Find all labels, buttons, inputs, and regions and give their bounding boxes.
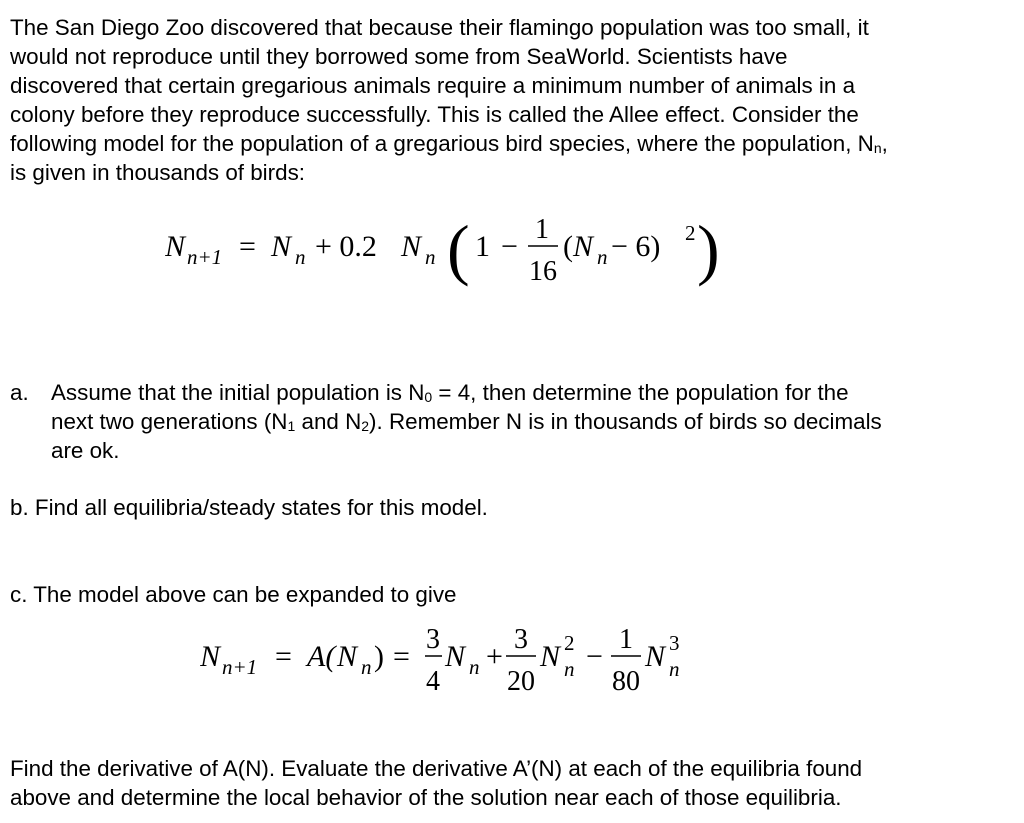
- f1-minus: −: [501, 230, 518, 263]
- f2-lhs-sub: n+1: [222, 655, 258, 679]
- model-formula: [165, 200, 825, 300]
- part-a-line-1: [51, 380, 849, 405]
- part-a-line-2-text: next two generations (N: [51, 409, 288, 434]
- f1-t2-sub: n: [425, 245, 436, 269]
- f2-t3-sup: 3: [669, 631, 680, 655]
- part-a-line-1-post: = 4, then determine the population for the: [432, 380, 849, 405]
- f2-lhs: N: [200, 640, 221, 673]
- f1-frac-den: 16: [529, 256, 557, 287]
- f1-t2: N: [401, 230, 422, 263]
- f1-open-paren: (: [447, 211, 470, 287]
- part-a-letter: a.: [10, 380, 29, 405]
- part-b: b. Find all equilibria/steady states for this model.: [10, 495, 488, 520]
- f2-A-close: ): [374, 640, 384, 673]
- intro-line-2: would not reproduce until they borrowed some from SeaWorld. Scientists have: [10, 44, 788, 69]
- part-c-instructions: [10, 754, 1015, 812]
- f2-frac3-den: 80: [612, 666, 640, 697]
- f1-square: 2: [685, 221, 696, 245]
- f2-frac1-den: 4: [426, 666, 440, 697]
- part-a-body: [51, 378, 1013, 465]
- f2-eq2: =: [393, 640, 410, 673]
- f1-inner-n: N: [573, 230, 594, 263]
- f1-inner-rest: − 6): [611, 230, 661, 263]
- intro-paragraph: [10, 13, 1015, 187]
- f1-inner-open: (: [563, 230, 573, 263]
- intro-line-1: The San Diego Zoo discovered that because their flamingo population was too small, it: [10, 15, 869, 40]
- part-c-line-2: above and determine the local behavior of the solution near each of those equilibria.: [10, 785, 842, 810]
- f1-t1-sub: n: [295, 245, 306, 269]
- part-a-line-2: [51, 409, 882, 434]
- f1-inner-sub: n: [597, 245, 608, 269]
- part-a-line-2-sub2: 2: [361, 418, 370, 434]
- f2-minus: −: [586, 640, 603, 673]
- part-a-line-1-text: Assume that the initial population is N: [51, 380, 425, 405]
- f2-t3-sub: n: [669, 657, 680, 681]
- f2-t3: N: [645, 640, 666, 673]
- f2-t2-sup: 2: [564, 631, 575, 655]
- f2-A: A(: [307, 640, 336, 673]
- f1-t1: N: [271, 230, 292, 263]
- part-a-line-2-mid: and N: [295, 409, 362, 434]
- part-c: c. The model above can be expanded to give: [10, 582, 457, 607]
- intro-line-6: is given in thousands of birds:: [10, 160, 305, 185]
- f2-plus: +: [486, 640, 503, 673]
- intro-line-4: colony before they reproduce successfully. This is called the Allee effect. Consider the: [10, 102, 859, 127]
- f1-lhs-sub: n+1: [187, 245, 223, 269]
- part-a-line-2-sub1: 1: [287, 418, 296, 434]
- f1-eq: =: [239, 230, 256, 263]
- f2-t2: N: [540, 640, 561, 673]
- intro-line-5-sub: n: [873, 140, 882, 156]
- part-a-line-1-sub: 0: [424, 389, 433, 405]
- f1-frac-num: 1: [535, 214, 549, 245]
- f1-plus: + 0.2: [315, 230, 377, 263]
- f2-A-n: N: [337, 640, 358, 673]
- intro-line-5-text: following model for the population of a gregarious bird species, where the population, N: [10, 131, 874, 156]
- intro-line-5: [10, 131, 888, 156]
- expanded-formula: [200, 620, 860, 710]
- f2-frac3-num: 1: [619, 624, 633, 655]
- intro-line-5-post: ,: [881, 131, 888, 156]
- f2-eq1: =: [275, 640, 292, 673]
- part-a-line-2-post: ). Remember N is in thousands of birds so decimals: [369, 409, 882, 434]
- f2-t1-sub: n: [469, 655, 480, 679]
- part-a-line-3: are ok.: [51, 438, 120, 463]
- f2-A-sub: n: [361, 655, 372, 679]
- f2-frac2-den: 20: [507, 666, 535, 697]
- f2-t1: N: [445, 640, 466, 673]
- f1-one: 1: [475, 230, 490, 263]
- f1-lhs: N: [165, 230, 186, 263]
- f2-t2-sub: n: [564, 657, 575, 681]
- intro-line-3: discovered that certain gregarious animals require a minimum number of animals in a: [10, 73, 856, 98]
- f1-close-paren: ): [697, 211, 720, 287]
- part-c-line-1: Find the derivative of A(N). Evaluate the derivative A’(N) at each of the equilibria found: [10, 756, 863, 781]
- f2-frac2-num: 3: [514, 624, 528, 655]
- f2-frac1-num: 3: [426, 624, 440, 655]
